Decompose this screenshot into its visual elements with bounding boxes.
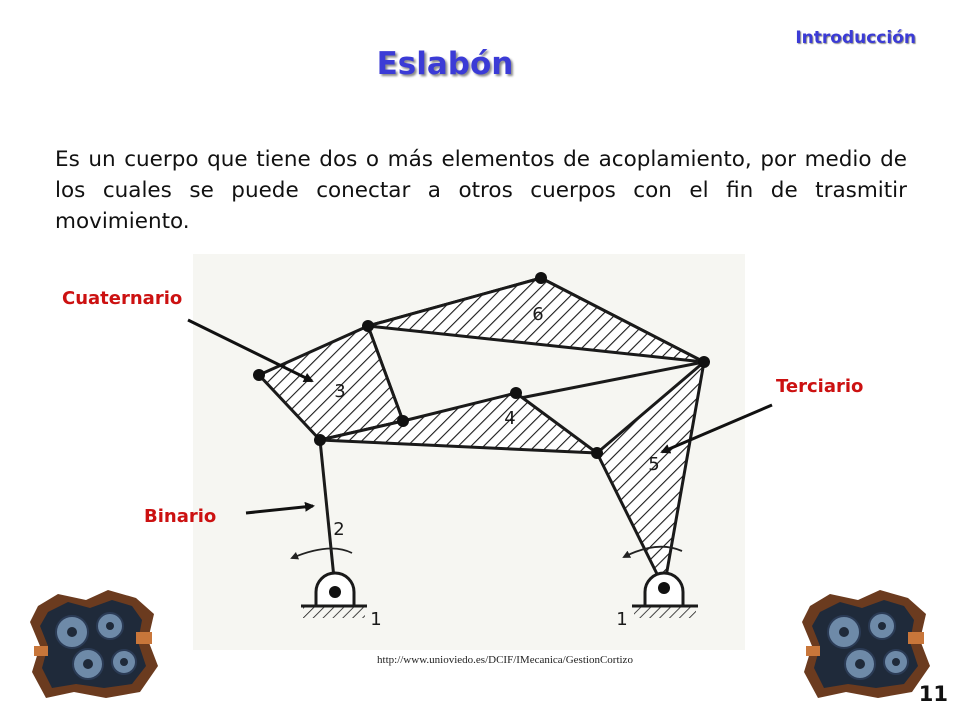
link-2 [320,440,335,588]
link-number-3: 3 [334,381,346,402]
joint [591,447,603,459]
link-number-6: 6 [532,304,544,325]
link-number-2: 2 [333,519,345,540]
joint [535,272,547,284]
ground-right [632,573,698,618]
joint [329,586,341,598]
link-5 [597,362,704,588]
link-number-1-left: 1 [370,609,382,630]
link-3 [259,326,403,440]
joint [397,415,409,427]
page-number: 11 [918,682,948,706]
joint [658,582,670,594]
gear-logo-icon [800,588,932,700]
callout-arrow-quaternary [188,320,312,381]
link-number-1-right: 1 [616,609,628,630]
joint [253,369,265,381]
joint [510,387,522,399]
callout-arrow-binary [246,506,313,513]
source-url: http://www.unioviedo.es/DCIF/IMecanica/GestionCortizo [377,654,633,666]
joint [362,320,374,332]
callout-ternary: Terciario [776,376,864,397]
slide-title: Eslabón [376,46,514,82]
gear-logo-icon [28,588,160,700]
joint [314,434,326,446]
link-number-4: 4 [504,408,516,429]
rotation-arrow-left [292,549,352,558]
callout-binary: Binario [144,506,217,527]
joint [698,356,710,368]
callout-quaternary: Cuaternario [62,288,183,309]
link-number-5: 5 [648,454,660,475]
definition-text: Es un cuerpo que tiene dos o más elementos de acoplamiento, por medio de los cuales se puede conectar a otros cuerpos con el fin de trasmitir movimiento. [55,147,907,234]
section-label: Introducción [795,28,916,48]
